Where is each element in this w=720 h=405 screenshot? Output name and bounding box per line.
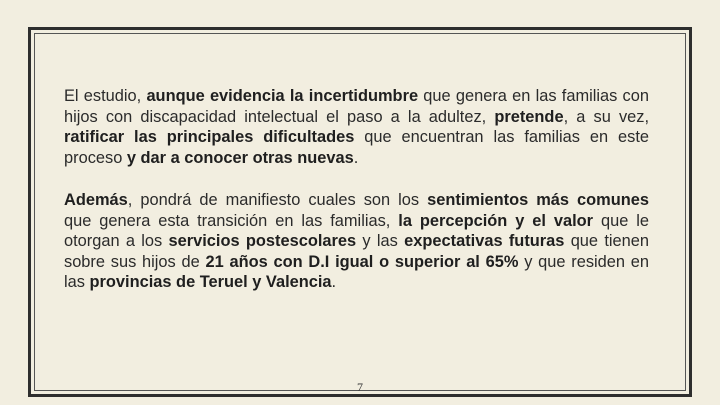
text-run: que genera en las familias con hijos con discapacidad intelectual el paso a la adultez, xyxy=(64,87,649,126)
text-run: que tienen sobre sus hijos de xyxy=(64,232,649,271)
paragraph-study-purpose xyxy=(64,86,649,168)
bold-run: servicios postescolares xyxy=(168,232,357,250)
text-run: , a su vez, xyxy=(563,107,649,126)
paragraph-study-scope xyxy=(64,190,649,293)
bold-run: provincias de Teruel y Valencia xyxy=(89,273,332,291)
text-run: y que residen en las xyxy=(64,252,649,291)
text-run: El estudio, xyxy=(64,87,147,105)
bold-run: y dar a conocer otras nuevas xyxy=(126,148,354,167)
text-run: que encuentran las familias en este proceso xyxy=(64,128,649,167)
bold-run: Además xyxy=(64,191,128,209)
text-run: que genera esta transición en las familias, xyxy=(64,211,399,230)
bold-run: 21 años con D.I igual o superior al 65% xyxy=(205,252,519,271)
page-number: 7 xyxy=(357,380,363,394)
bold-run: sentimientos más comunes xyxy=(427,191,649,209)
bold-run: ratificar las principales dificultades xyxy=(64,128,355,146)
text-run: que le otorgan a los xyxy=(64,211,649,250)
bold-run: pretende xyxy=(494,107,564,126)
bold-run: aunque evidencia la incertidumbre xyxy=(146,87,419,105)
bold-run: la percepción y el valor xyxy=(398,211,594,230)
text-run: . xyxy=(353,148,359,167)
text-run: y las xyxy=(356,232,405,250)
text-run: . xyxy=(331,273,337,291)
text-run: , pondrá de manifiesto cuales son los xyxy=(127,191,428,209)
bold-run: expectativas futuras xyxy=(404,232,565,250)
slide-content xyxy=(64,86,649,293)
